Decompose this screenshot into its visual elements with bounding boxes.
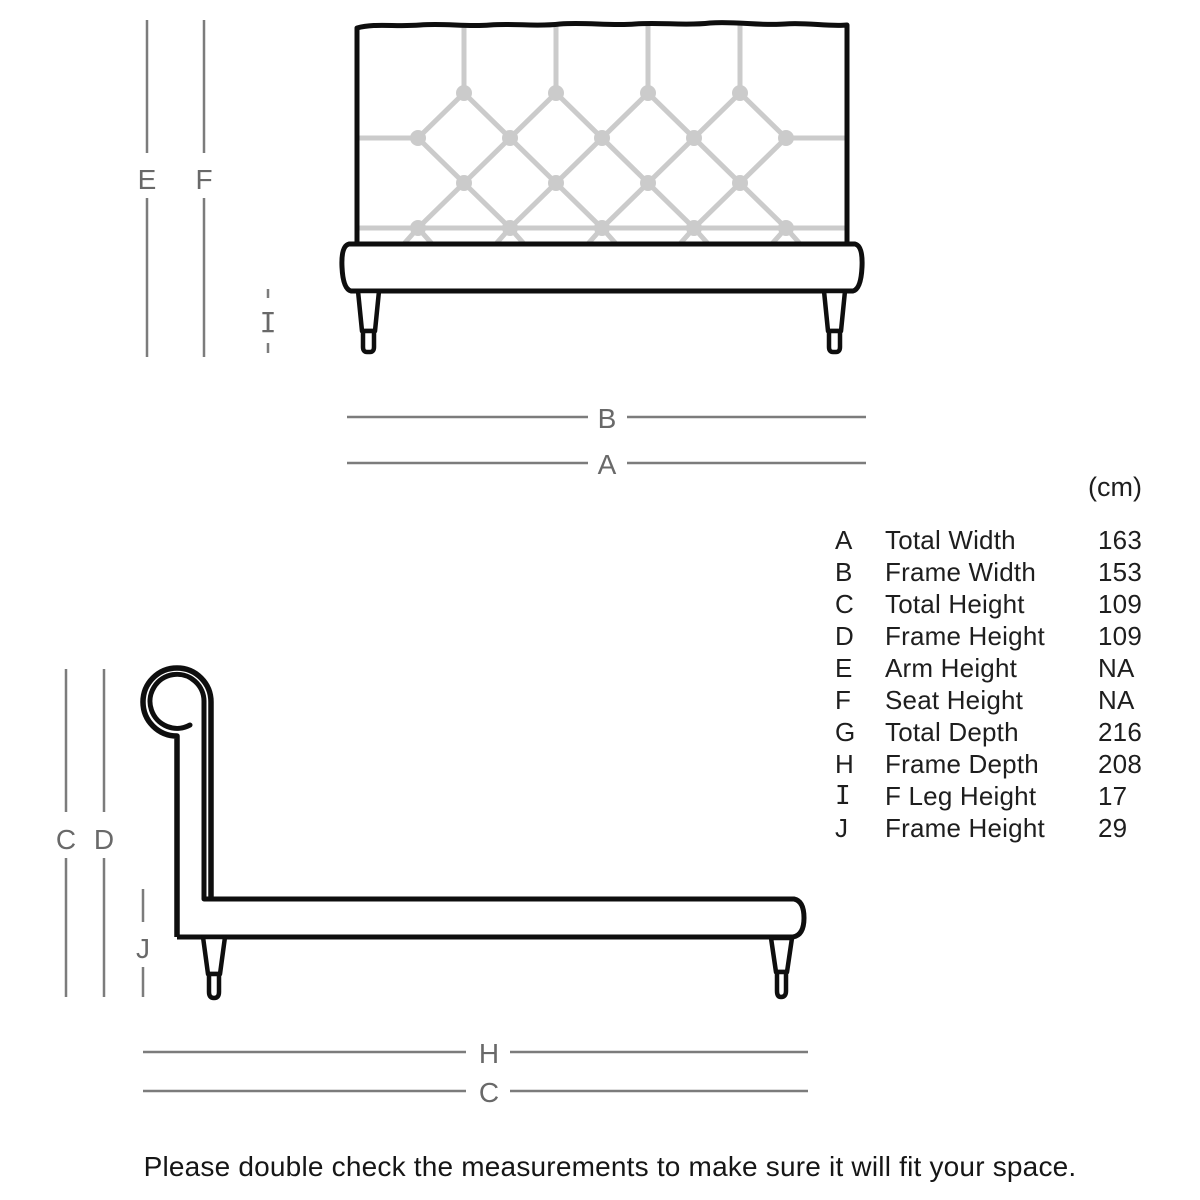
bed-side-view <box>143 668 804 998</box>
table-row <box>835 748 1165 780</box>
dim-value: 109 <box>1098 621 1142 651</box>
dim-name: Frame Width <box>885 557 1037 587</box>
dim-letter: G <box>835 717 856 747</box>
dim-value: 153 <box>1098 557 1142 587</box>
side-leg-front <box>203 937 225 974</box>
table-row <box>835 524 1165 556</box>
dim-name: Total Depth <box>885 717 1019 747</box>
dim-label-d: D <box>93 824 115 855</box>
dim-value: 216 <box>1098 717 1142 747</box>
table-row <box>835 652 1165 684</box>
dim-value: 29 <box>1098 813 1128 843</box>
dim-label-c: C <box>55 824 77 855</box>
dim-name: F Leg Height <box>885 781 1037 811</box>
dim-letter: H <box>835 749 854 779</box>
table-row <box>835 716 1165 748</box>
frame-rail-front <box>342 244 862 291</box>
unit-header: (cm) <box>1088 472 1142 502</box>
dim-label-j: J <box>136 933 150 964</box>
table-row <box>835 556 1165 588</box>
dim-name: Arm Height <box>885 653 1018 683</box>
dim-label-h: H <box>478 1038 500 1069</box>
bed-front-view <box>342 23 862 352</box>
front-leg-right <box>824 291 845 331</box>
dim-label-a: A <box>597 449 617 480</box>
side-leg-rear <box>771 938 792 972</box>
dim-label-b: B <box>597 403 617 434</box>
frame-rail-side <box>177 899 804 937</box>
dim-name: Seat Height <box>885 685 1024 715</box>
dim-value: 208 <box>1098 749 1142 779</box>
dim-value: 17 <box>1098 781 1128 811</box>
dim-label-f: F <box>195 164 213 195</box>
side-leg-front-foot <box>209 974 219 998</box>
dim-name: Frame Height <box>885 813 1045 843</box>
table-row <box>835 620 1165 652</box>
dim-letter: B <box>835 557 853 587</box>
side-leg-rear-foot <box>777 972 786 997</box>
dim-name: Frame Height <box>885 621 1045 651</box>
front-leg-left-foot <box>363 331 374 352</box>
dim-letter: C <box>835 589 854 619</box>
dim-name: Total Height <box>885 589 1025 619</box>
table-row <box>835 684 1165 716</box>
dimensions-table <box>835 524 1165 844</box>
dim-letter: F <box>835 685 852 715</box>
dim-letter: I <box>835 781 851 811</box>
dimension-labels <box>56 164 617 1108</box>
table-row <box>835 588 1165 620</box>
dim-label-e: E <box>137 164 157 195</box>
dim-letter: D <box>835 621 854 651</box>
dim-name: Total Width <box>885 525 1016 555</box>
dim-value: NA <box>1098 685 1135 715</box>
front-leg-left <box>358 291 379 331</box>
dim-name: Frame Depth <box>885 749 1039 779</box>
table-row <box>835 812 1165 844</box>
table-row <box>835 780 1165 812</box>
front-leg-right-foot <box>829 331 840 352</box>
dim-letter: J <box>835 813 849 843</box>
dim-label-c-depth: C <box>478 1077 500 1108</box>
dim-letter: A <box>835 525 853 555</box>
measurement-note: Please double check the measurements to make sure it will fit your space. <box>143 1151 1077 1182</box>
dim-value: NA <box>1098 653 1135 683</box>
dim-value: 163 <box>1098 525 1142 555</box>
dim-letter: E <box>835 653 853 683</box>
dim-label-i: I <box>259 306 277 339</box>
dim-value: 109 <box>1098 589 1142 619</box>
